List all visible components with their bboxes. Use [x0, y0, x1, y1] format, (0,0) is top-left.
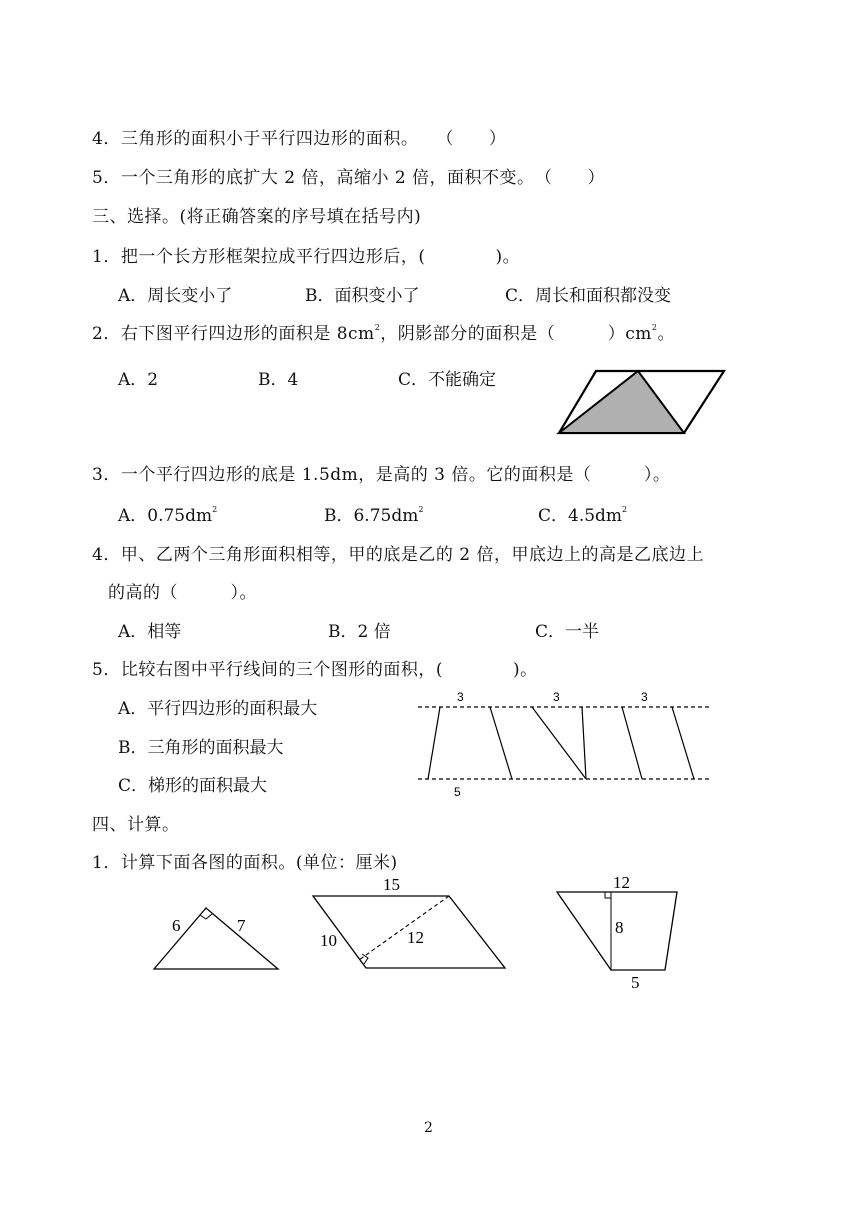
section-4-heading: 四、计算。	[92, 815, 180, 835]
q3-option-a-sup: 2	[212, 505, 218, 514]
q5-label-trapezoid-top: 3	[457, 690, 464, 704]
calc-q1-stem: 1．计算下面各图的面积。(单位：厘米)	[92, 853, 398, 873]
choice-q5-stem: 5．比较右图中平行线间的三个图形的面积，( )。	[92, 660, 538, 680]
q2-parallelogram-figure	[556, 368, 726, 438]
page-number: 2	[424, 1120, 433, 1136]
choice-q1-option-b: B．面积变小了	[305, 286, 420, 306]
choice-q5-option-b: B．三角形的面积最大	[118, 738, 284, 758]
calc-parallelogram-height-line	[359, 896, 449, 960]
q5-trapezoid-left-side	[428, 707, 440, 779]
q5-trapezoid-right-side	[490, 707, 512, 779]
q3-option-b-text: B．6.75dm	[324, 506, 419, 526]
calc-triangle-side-b: 7	[237, 916, 246, 935]
choice-q2-option-a: A．2	[118, 370, 159, 390]
q3-option-a-text: A．0.75dm	[118, 506, 213, 526]
calc-triangle-right-angle-mark	[200, 914, 212, 919]
choice-q4-stem-line1: 4．甲、乙两个三角形面积相等，甲的底是乙的 2 倍，甲底边上的高是乙底边上	[92, 545, 704, 565]
q5-parallelogram-left-side	[622, 707, 642, 779]
choice-q5-option-c: C．梯形的面积最大	[118, 776, 268, 796]
q2-sup-1: 2	[374, 323, 381, 332]
choice-q1-option-a: A．周长变小了	[118, 286, 233, 306]
calc-parallelogram-side-label: 10	[320, 931, 337, 950]
choice-q3-option-c	[538, 505, 627, 527]
calc-trapezoid-top-label: 12	[613, 873, 630, 892]
judge-question-5: 5．一个三角形的底扩大 2 倍，高缩小 2 倍，面积不变。 （ ）	[92, 168, 606, 188]
choice-q5-option-a: A．平行四边形的面积最大	[118, 699, 318, 719]
q5-triangle-left-side	[532, 707, 586, 779]
q3-option-c-text: C．4.5dm	[538, 506, 623, 526]
calc-trapezoid-right-angle-mark	[605, 892, 611, 898]
choice-q3-option-b	[324, 505, 423, 527]
calc-triangle-side-a: 6	[172, 916, 181, 935]
calc-triangle-figure	[150, 904, 285, 974]
choice-q4-option-b: B．2 倍	[328, 622, 391, 642]
q5-label-parallelogram-top: 3	[641, 690, 648, 704]
q2-sup-2: 2	[651, 323, 658, 332]
choice-q2-stem	[92, 323, 675, 345]
judge-question-4: 4．三角形的面积小于平行四边形的面积。 （ ）	[92, 129, 507, 149]
calc-trapezoid-bottom-label: 5	[631, 973, 640, 992]
choice-q2-option-c: C．不能确定	[398, 370, 497, 390]
q2-stem-part-a: 2．右下图平行四边形的面积是 8cm	[92, 324, 375, 344]
choice-q1-stem: 1．把一个长方形框架拉成平行四边形后，( )。	[92, 247, 521, 267]
q2-stem-end: 。	[657, 324, 676, 344]
calc-parallelogram-figure	[310, 874, 510, 974]
choice-q1-option-c: C．周长和面积都没变	[505, 286, 672, 306]
calc-trapezoid-height-label: 8	[615, 918, 624, 937]
choice-q4-stem-line2: 的高的（ ）。	[108, 583, 257, 603]
calc-parallelogram-right-angle-mark	[362, 954, 368, 964]
q3-option-c-sup: 2	[622, 505, 628, 514]
calc-parallelogram-height-label: 12	[407, 928, 424, 947]
q5-parallel-lines-figure	[416, 686, 716, 801]
q5-triangle-right-side	[582, 707, 586, 779]
calc-trapezoid-figure	[555, 874, 685, 994]
choice-q4-option-c: C．一半	[535, 622, 600, 642]
q5-label-triangle-top: 3	[553, 690, 560, 704]
choice-q2-option-b: B．4	[258, 370, 299, 390]
choice-q3-stem: 3．一个平行四边形的底是 1.5dm，是高的 3 倍。它的面积是（ ）。	[92, 465, 671, 485]
section-3-heading: 三、选择。(将正确答案的序号填在括号内)	[92, 207, 422, 227]
calc-parallelogram-top-label: 15	[383, 875, 400, 894]
choice-q4-option-a: A．相等	[118, 622, 182, 642]
q3-option-b-sup: 2	[418, 505, 424, 514]
q2-stem-part-b: ，阴影部分的面积是（ ）cm	[380, 324, 652, 344]
choice-q3-option-a	[118, 505, 217, 527]
q5-parallelogram-right-side	[672, 707, 694, 779]
q5-label-bottom: 5	[454, 785, 461, 799]
